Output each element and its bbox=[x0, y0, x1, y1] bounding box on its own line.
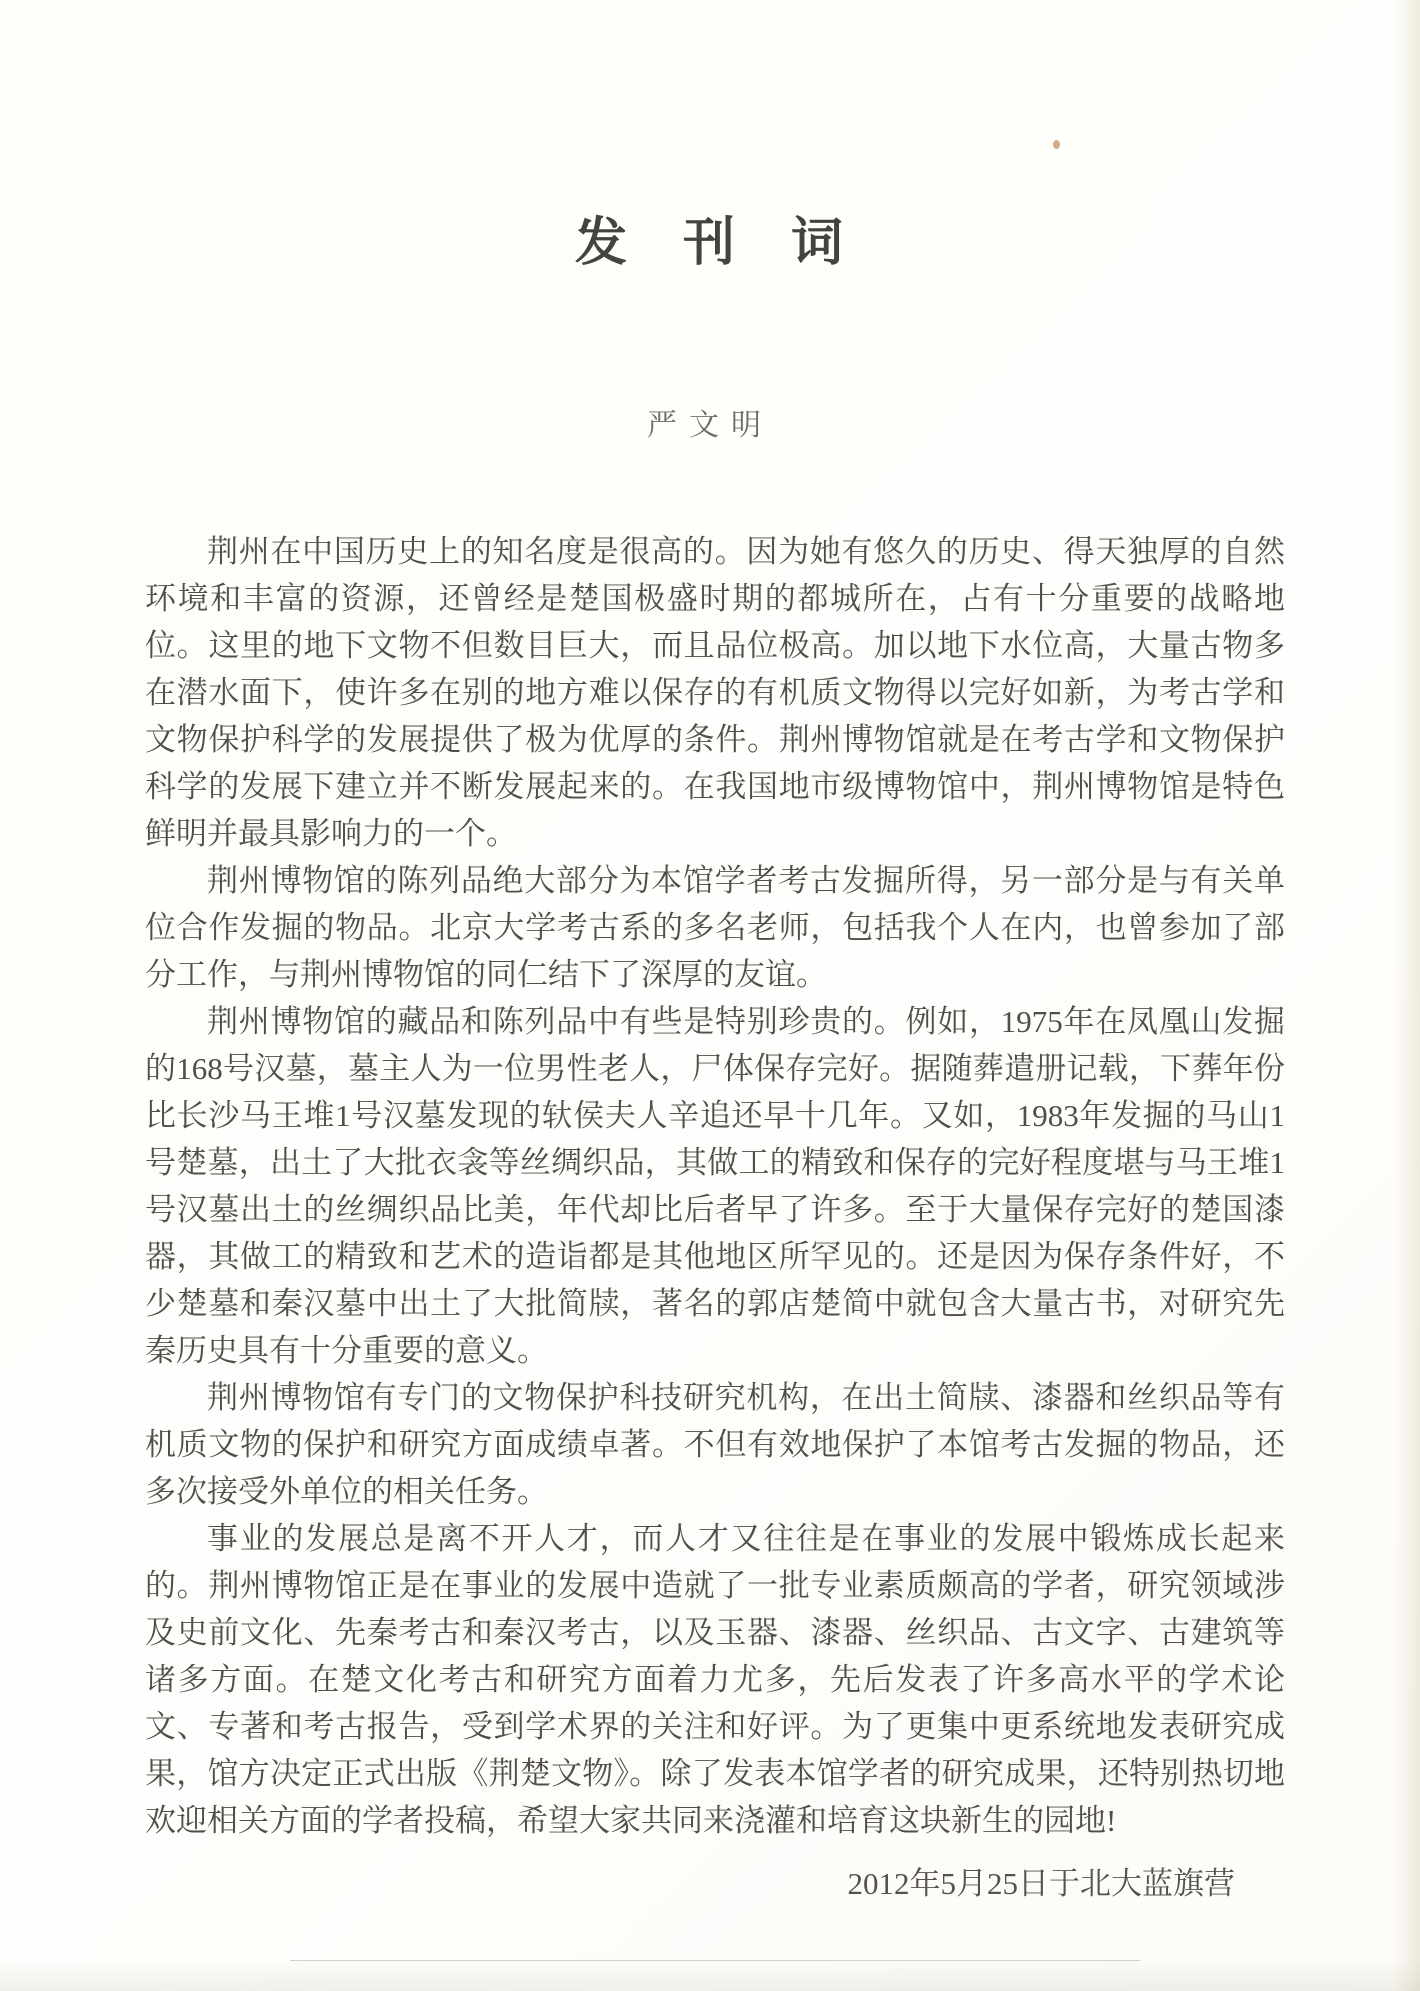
author-name: 严文明 bbox=[647, 409, 773, 442]
page-bottom-edge-line bbox=[290, 1960, 1140, 1961]
paragraph-4: 荆州博物馆有专门的文物保护科技研究机构，在出土简牍、漆器和丝织品等有机质文物的保护和研究方面成绩卓著。不但有效地保护了本馆考古发掘的物品，还多次接受外单位的相关任务。 bbox=[145, 1380, 1285, 1509]
scan-speck bbox=[1053, 140, 1060, 149]
paragraph-5: 事业的发展总是离不开人才，而人才又往往是在事业的发展中锻炼成长起来的。荆州博物馆正是在事业的发展中造就了一批专业素质颇高的学者，研究领域涉及史前文化、先秦考古和秦汉考古，以及玉器、漆器、丝织品、古文字、古建筑等诸多方面。在楚文化考古和研究方面着力尤多，先后发表了许多高水平的学术论文、专著和考古报告，受到学术界的关注和好评。为了更集中更系统地发表研究成果，馆方决定正式出版《荆楚文物》。除了发表本馆学者的研究成果，还特别热切地欢迎相关方面的学者投稿，希望大家共同来浇灌和培育这块新生的园地! bbox=[145, 1521, 1285, 1838]
paragraph-1: 荆州在中国历史上的知名度是很高的。因为她有悠久的历史、得天独厚的自然环境和丰富的资源，还曾经是楚国极盛时期的都城所在，占有十分重要的战略地位。这里的地下文物不但数目巨大，而且品位极高。加以地下水位高，大量古物多在潜水面下，使许多在别的地方难以保存的有机质文物得以完好如新，为考古学和文物保护科学的发展提供了极为优厚的条件。荆州博物馆就是在考古学和文物保护科学的发展下建立并不断发展起来的。在我国地市级博物馆中，荆州博物馆是特色鲜明并最具影响力的一个。 bbox=[145, 534, 1285, 851]
page-title: 发 刊 词 bbox=[574, 215, 845, 272]
document-body bbox=[145, 528, 1285, 1844]
page-bottom-edge-shading bbox=[0, 1957, 1420, 1991]
dateline: 2012年5月25日于北大蓝旗营 bbox=[847, 1866, 1235, 1901]
paragraph-2: 荆州博物馆的陈列品绝大部分为本馆学者考古发掘所得，另一部分是与有关单位合作发掘的物品。北京大学考古系的多名老师，包括我个人在内，也曾参加了部分工作，与荆州博物馆的同仁结下了深厚的友谊。 bbox=[145, 863, 1285, 992]
paragraph-3: 荆州博物馆的藏品和陈列品中有些是特别珍贵的。例如，1975年在凤凰山发掘的168号汉墓，墓主人为一位男性老人，尸体保存完好。据随葬遣册记载，下葬年份比长沙马王堆1号汉墓发现的轪侯夫人辛追还早十几年。又如，1983年发掘的马山1号楚墓，出土了大批衣衾等丝绸织品，其做工的精致和保存的完好程度堪与马王堆1号汉墓出土的丝绸织品比美，年代却比后者早了许多。至于大量保存完好的楚国漆器，其做工的精致和艺术的造诣都是其他地区所罕见的。还是因为保存条件好，不少楚墓和秦汉墓中出土了大批简牍，著名的郭店楚简中就包含大量古书，对研究先秦历史具有十分重要的意义。 bbox=[145, 1004, 1285, 1368]
page-right-edge-shading bbox=[1394, 0, 1420, 1991]
